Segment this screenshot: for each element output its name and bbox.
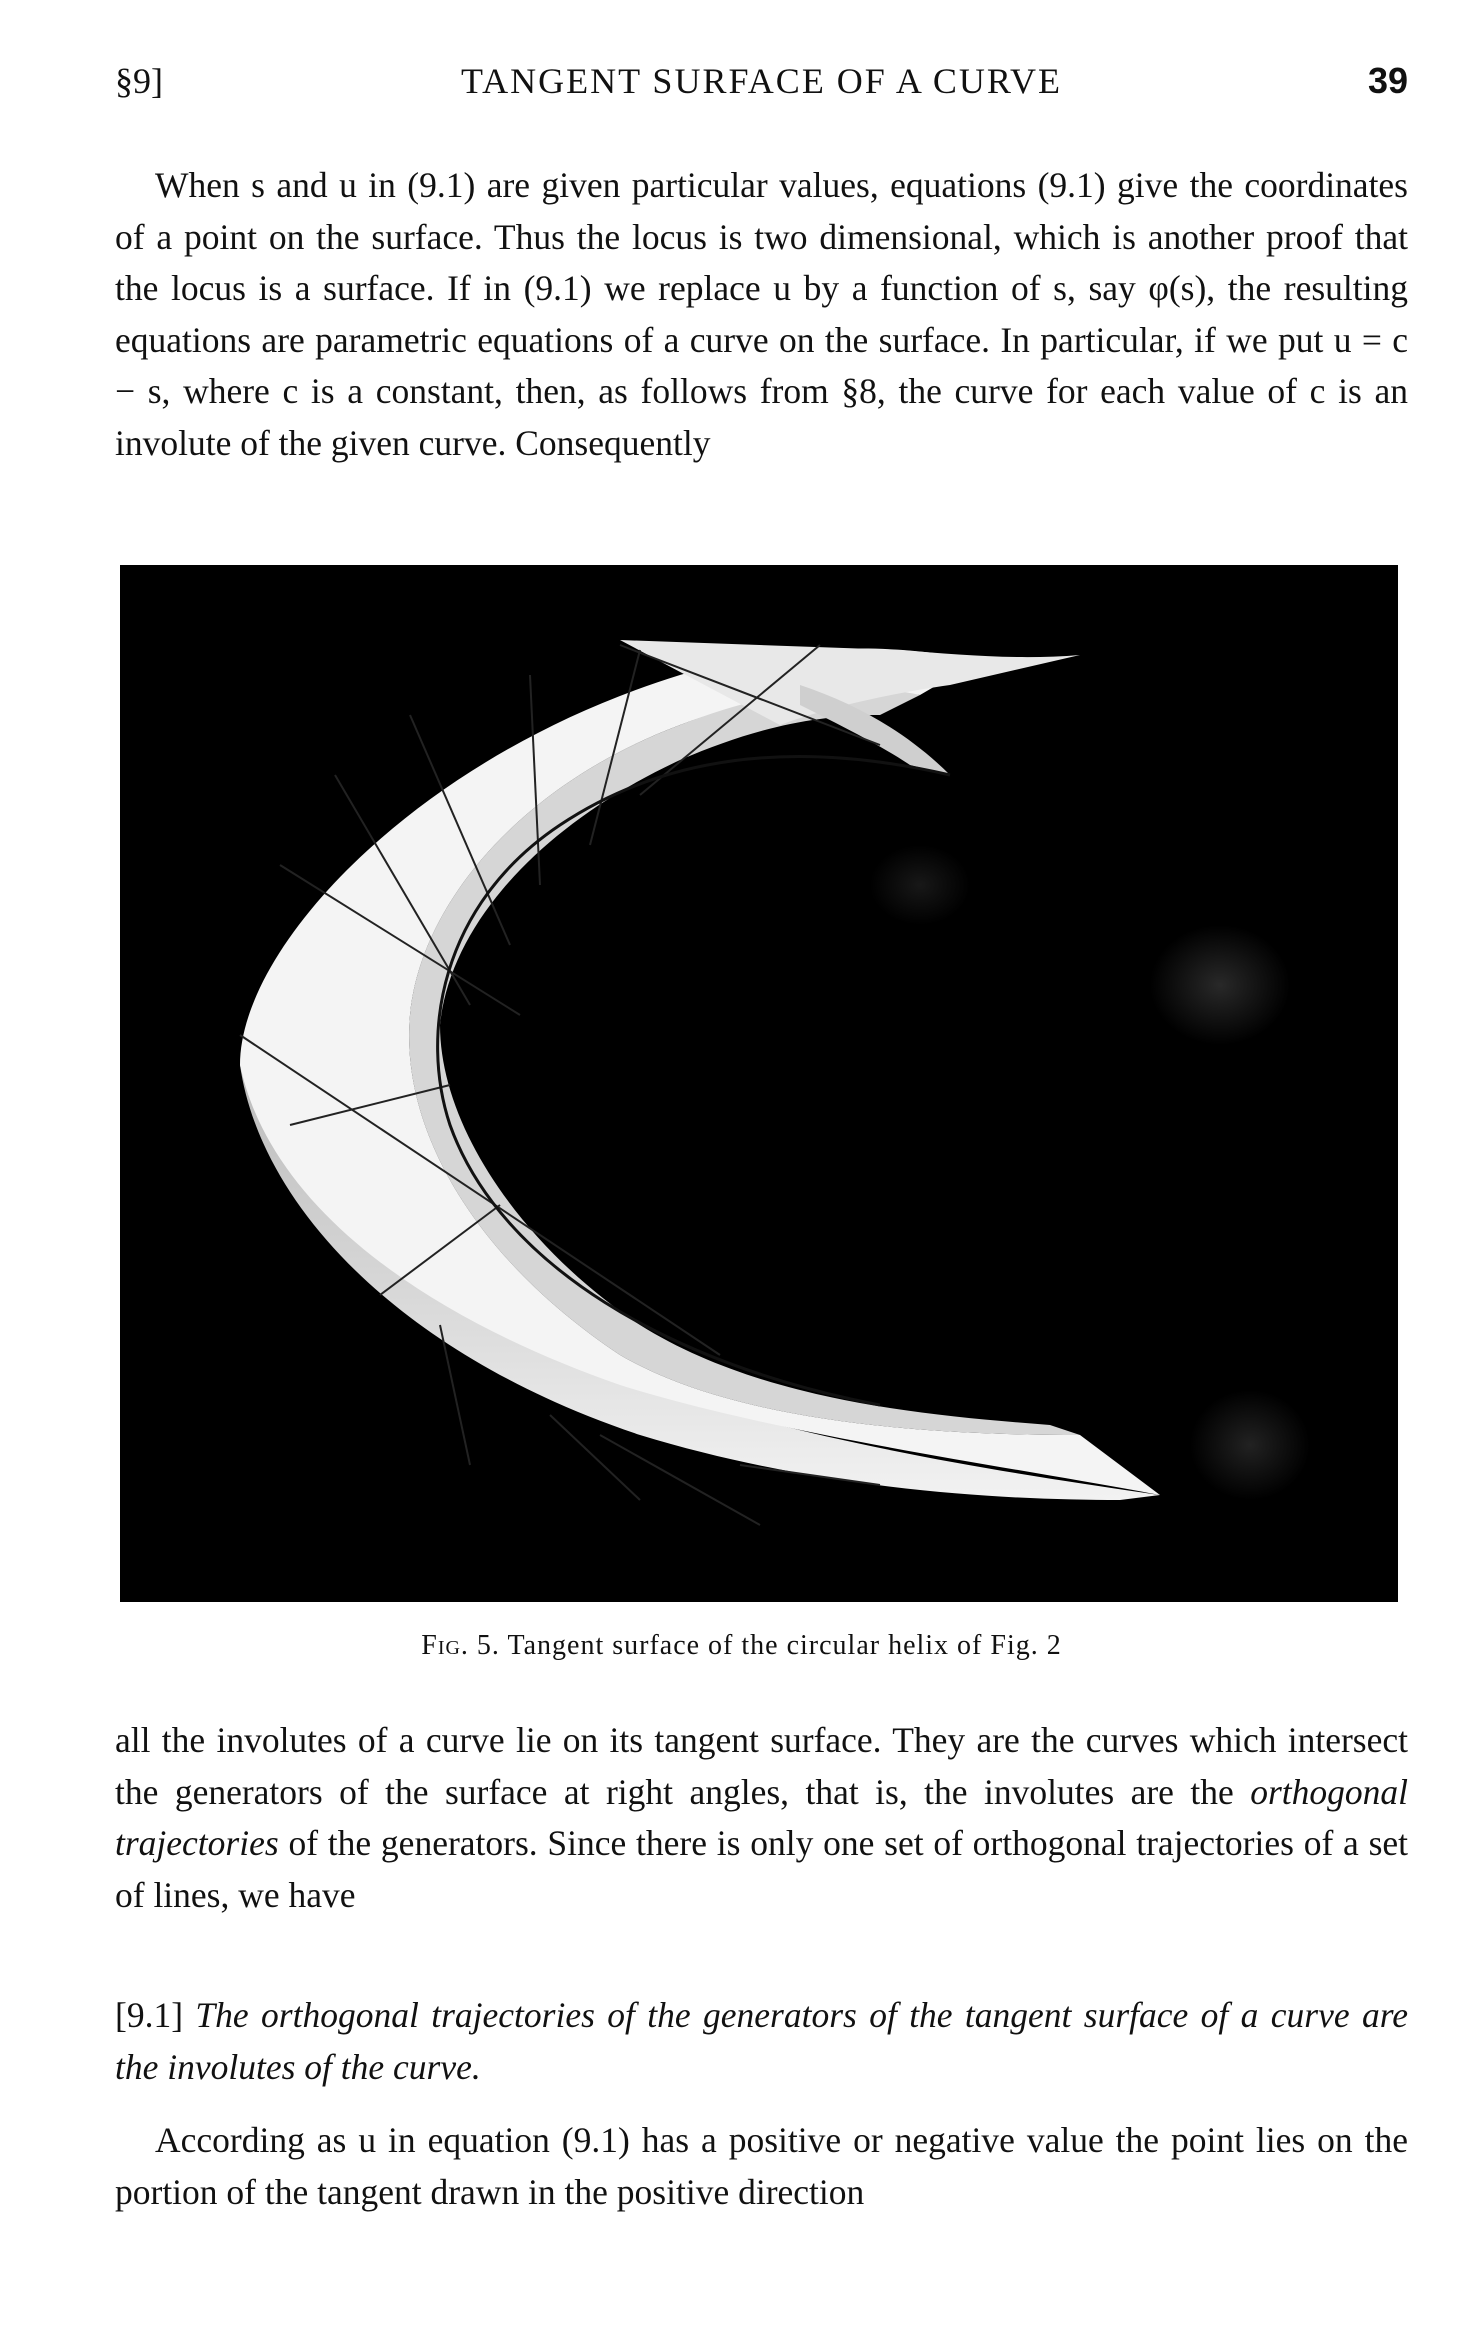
section-marker: §9]: [115, 61, 163, 101]
paragraph-sign-of-u: According as u in equation (9.1) has a positive or negative value the point lies on the portion of the tangent drawn in the positive direction: [115, 2120, 1408, 2212]
figure-caption: [0, 1630, 1483, 1662]
paragraph-intro: When s and u in (9.1) are given particular values, equations (9.1) give the coordinates of a point on the surface. Thus the locus is two dimensional, which is another proof that the locus is a surface. If in (9.1) we replace u by a function of s, say φ(s), the resulting equations are parametric equations of a curve on the surface. In particular, if we put u = c − s, where c is a constant, then, as follows from §8, the curve for each value of c is an involute of the given curve. Consequently: [115, 165, 1408, 463]
emphasis-orthogonal-trajectories: orthogonal trajectories: [115, 1771, 1408, 1863]
theorem-text: The orthogonal trajectories of the generators of the tangent surface of a curve are the involutes of the curve.: [115, 1995, 1409, 2087]
theorem-number: [9.1]: [115, 1995, 184, 2035]
paragraph-involutes-before: all the involutes of a curve lie on its tangent surface. They are the curves which intersect the generators of the surface at right angles, that is, the involutes are the: [115, 1720, 1408, 1812]
tangent-surface-illustration: [120, 565, 1398, 1602]
running-header: [115, 60, 1408, 110]
figure-caption-text: Tangent surface of the circular helix of Fig. 2: [507, 1630, 1062, 1661]
paragraph-involutes: [115, 1715, 1408, 1921]
paragraph-involutes-after: of the generators. Since there is only one set of orthogonal trajectories of a set of lines, we have: [115, 1823, 1409, 1915]
running-title: TANGENT SURFACE OF A CURVE: [461, 61, 1062, 101]
theorem-9-1: [115, 1990, 1408, 2093]
page-number: 39: [1367, 60, 1408, 101]
figure-label: Fig. 5.: [421, 1630, 500, 1661]
figure-tangent-surface: [120, 565, 1398, 1602]
